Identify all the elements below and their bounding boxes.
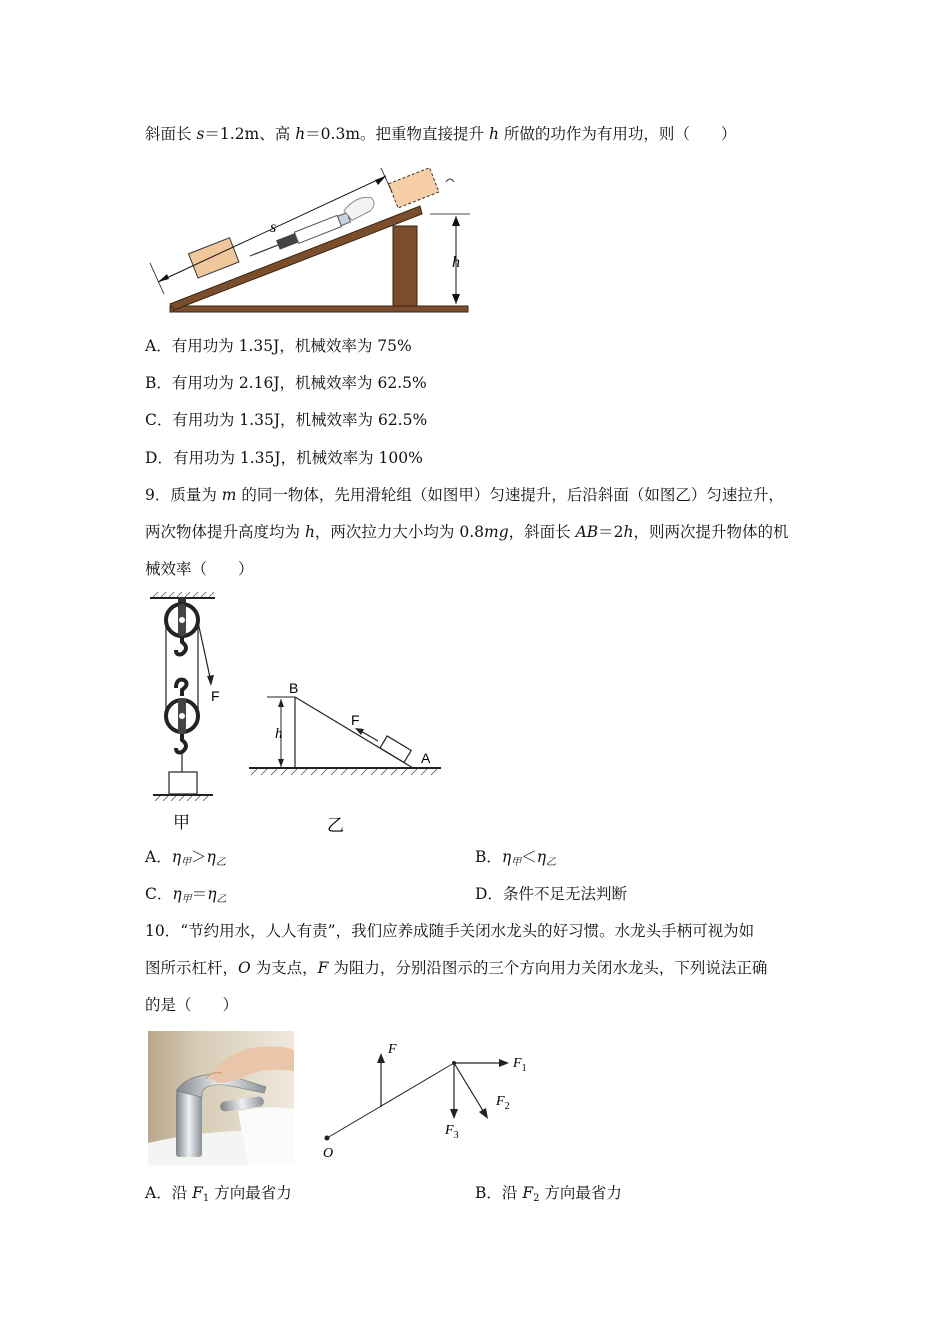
q10-label-f1: $F_1$ xyxy=(513,1056,527,1074)
q9-option-c: C．$\eta_甲=\eta_乙$ xyxy=(145,885,227,905)
q9-option-b: B．$\eta_甲<\eta_乙$ xyxy=(475,848,556,868)
q10-lever-figure xyxy=(315,1035,545,1170)
q10-stem-line2: 图所示杠杆，O 为支点，F 为阻力，分别沿图示的三个方向用力关闭水龙头，下列说法正确 xyxy=(145,959,768,977)
q9-incline-figure xyxy=(245,675,445,840)
q9-stem-line2: 两次物体提升高度均为 h，两次拉力大小均为 0.8mg，斜面长 AB＝2h，则两次提升物体的机 xyxy=(145,523,789,541)
q9-yi-label-b: B xyxy=(289,680,299,696)
q9-yi-caption: 乙 xyxy=(327,816,344,835)
q8-stem: 斜面长 s＝1.2m、高 h＝0.3m。把重物直接提升 h 所做的功作为有用功，则（ ） xyxy=(145,125,737,143)
q10-label-f2: $F_2$ xyxy=(496,1094,510,1112)
q8-option-a: A．有用功为 1.35J，机械效率为 75% xyxy=(145,337,412,355)
q10-option-b: B．沿 $F_2$ 方向最省力 xyxy=(475,1184,622,1204)
q10-label-o: O xyxy=(323,1146,334,1161)
q8-incline-figure xyxy=(140,168,480,318)
q10-label-f3: $F_3$ xyxy=(445,1123,459,1141)
q9-yi-label-a: A xyxy=(421,750,431,766)
q9-jia-caption: 甲 xyxy=(173,813,190,832)
q9-option-a: A．$\eta_甲>\eta_乙$ xyxy=(145,848,226,868)
q9-stem-line1: 9．质量为 m 的同一物体，先用滑轮组（如图甲）匀速提升，后沿斜面（如图乙）匀速拉升， xyxy=(145,486,784,504)
q9-jia-label-f: F xyxy=(211,688,220,704)
q10-stem-line1: 10．“节约用水，人人有责”，我们应养成随手关闭水龙头的好习惯。水龙头手柄可视为如 xyxy=(145,922,755,940)
q8-option-c: C．有用功为 1.35J，机械效率为 62.5% xyxy=(145,411,428,429)
q10-stem-line3: 的是（ ） xyxy=(145,996,239,1014)
q9-option-d: D．条件不足无法判断 xyxy=(475,885,627,903)
q10-option-a: A．沿 $F_1$ 方向最省力 xyxy=(145,1184,292,1204)
q9-yi-label-f: F xyxy=(351,712,360,728)
q9-stem-line3: 械效率（ ） xyxy=(145,560,254,578)
q8-label-h: h xyxy=(452,254,460,271)
faucet-photo xyxy=(148,1031,294,1165)
q9-pulley-figure xyxy=(145,590,235,835)
q8-option-b: B．有用功为 2.16J，机械效率为 62.5% xyxy=(145,374,427,392)
q9-yi-label-h: h xyxy=(275,726,283,742)
q8-option-d: D．有用功为 1.35J，机械效率为 100% xyxy=(145,449,423,467)
q10-label-f: F xyxy=(388,1042,397,1057)
q8-label-s: s xyxy=(270,219,277,236)
